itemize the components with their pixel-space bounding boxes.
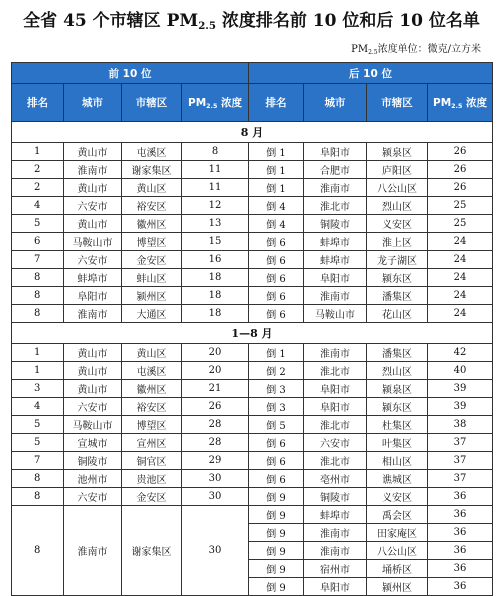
bottom10-rank-cell: 倒 6 xyxy=(249,434,304,452)
bottom10-rank-cell: 倒 3 xyxy=(249,398,304,416)
bottom10-city-cell: 蚌埠市 xyxy=(304,233,367,251)
col-header-district: 市辖区 xyxy=(367,84,428,122)
top10-city-cell: 马鞍山市 xyxy=(64,416,122,434)
table-row xyxy=(12,416,493,434)
bottom10-pm25-cell: 36 xyxy=(428,506,493,524)
top10-rank-cell: 7 xyxy=(12,452,64,470)
bottom10-pm25-cell: 39 xyxy=(428,380,493,398)
top10-rank-cell: 8 xyxy=(12,269,64,287)
top10-city-cell: 池州市 xyxy=(64,470,122,488)
bottom10-pm25-cell: 24 xyxy=(428,251,493,269)
bottom10-district-cell: 颍东区 xyxy=(367,269,428,287)
top10-pm25-cell: 12 xyxy=(182,197,249,215)
bottom10-city-cell: 阜阳市 xyxy=(304,380,367,398)
bottom10-rank-cell: 倒 9 xyxy=(249,560,304,578)
bottom10-city-cell: 淮南市 xyxy=(304,524,367,542)
top10-pm25-cell: 11 xyxy=(182,161,249,179)
top10-district-cell: 金安区 xyxy=(122,488,182,506)
bottom10-city-cell: 阜阳市 xyxy=(304,578,367,596)
table-row xyxy=(12,233,493,251)
top10-district-cell: 蚌山区 xyxy=(122,269,182,287)
bottom10-rank-cell: 倒 9 xyxy=(249,578,304,596)
top10-pm25-cell: 15 xyxy=(182,233,249,251)
bottom10-district-cell: 八公山区 xyxy=(367,542,428,560)
top10-district-cell: 屯溪区 xyxy=(122,362,182,380)
bottom10-city-cell: 阜阳市 xyxy=(304,143,367,161)
group-header-bottom10: 后 10 位 xyxy=(249,63,493,84)
bottom10-district-cell: 禹会区 xyxy=(367,506,428,524)
top10-pm25-cell: 13 xyxy=(182,215,249,233)
bottom10-city-cell: 六安市 xyxy=(304,434,367,452)
section-label: 1—8 月 xyxy=(12,323,493,344)
bottom10-rank-cell: 倒 6 xyxy=(249,251,304,269)
top10-district-cell: 大通区 xyxy=(122,305,182,323)
table-row xyxy=(12,434,493,452)
bottom10-city-cell: 亳州市 xyxy=(304,470,367,488)
bottom10-district-cell: 烈山区 xyxy=(367,362,428,380)
top10-pm25-cell: 8 xyxy=(182,143,249,161)
bottom10-city-cell: 阜阳市 xyxy=(304,269,367,287)
bottom10-city-cell: 铜陵市 xyxy=(304,215,367,233)
top10-city-cell: 黄山市 xyxy=(64,380,122,398)
top10-city-cell: 宣城市 xyxy=(64,434,122,452)
bottom10-city-cell: 蚌埠市 xyxy=(304,251,367,269)
bottom10-city-cell: 淮北市 xyxy=(304,452,367,470)
unit-note: $PM_{2.5}$浓度单位：微克/立方米 xyxy=(351,44,481,56)
top10-pm25-cell: 20 xyxy=(182,344,249,362)
top10-city-cell: 淮南市 xyxy=(64,305,122,323)
bottom10-rank-cell: 倒 5 xyxy=(249,416,304,434)
table-row xyxy=(12,215,493,233)
top10-city-cell: 黄山市 xyxy=(64,143,122,161)
top10-city-cell: 黄山市 xyxy=(64,215,122,233)
top10-pm25-cell: 28 xyxy=(182,434,249,452)
bottom10-city-cell: 淮北市 xyxy=(304,362,367,380)
top10-pm25-cell: 28 xyxy=(182,416,249,434)
top10-city-cell: 六安市 xyxy=(64,251,122,269)
bottom10-pm25-cell: 36 xyxy=(428,488,493,506)
bottom10-rank-cell: 倒 6 xyxy=(249,470,304,488)
col-header-rank: 排名 xyxy=(12,84,64,122)
table-row xyxy=(12,161,493,179)
bottom10-rank-cell: 倒 6 xyxy=(249,287,304,305)
top10-rank-cell: 6 xyxy=(12,233,64,251)
top10-district-cell: 裕安区 xyxy=(122,398,182,416)
bottom10-rank-cell: 倒 9 xyxy=(249,542,304,560)
top10-rank-cell: 5 xyxy=(12,416,64,434)
bottom10-city-cell: 淮北市 xyxy=(304,416,367,434)
bottom10-city-cell: 淮南市 xyxy=(304,542,367,560)
bottom10-pm25-cell: 39 xyxy=(428,398,493,416)
bottom10-pm25-cell: 36 xyxy=(428,524,493,542)
bottom10-pm25-cell: 25 xyxy=(428,197,493,215)
top10-pm25-cell: 16 xyxy=(182,251,249,269)
top10-city-cell: 淮南市 xyxy=(64,506,122,596)
top10-rank-cell: 8 xyxy=(12,470,64,488)
bottom10-district-cell: 庐阳区 xyxy=(367,161,428,179)
table-row xyxy=(12,251,493,269)
top10-pm25-cell: 30 xyxy=(182,506,249,596)
top10-pm25-cell: 18 xyxy=(182,305,249,323)
bottom10-pm25-cell: 37 xyxy=(428,434,493,452)
bottom10-city-cell: 淮南市 xyxy=(304,344,367,362)
ranking-table xyxy=(11,62,493,596)
top10-rank-cell: 8 xyxy=(12,488,64,506)
section-label: 8 月 xyxy=(12,122,493,143)
top10-city-cell: 六安市 xyxy=(64,197,122,215)
table-row xyxy=(12,179,493,197)
top10-city-cell: 马鞍山市 xyxy=(64,233,122,251)
top10-district-cell: 谢家集区 xyxy=(122,506,182,596)
top10-district-cell: 铜官区 xyxy=(122,452,182,470)
top10-pm25-cell: 18 xyxy=(182,269,249,287)
bottom10-district-cell: 颍泉区 xyxy=(367,143,428,161)
bottom10-rank-cell: 倒 4 xyxy=(249,215,304,233)
bottom10-district-cell: 相山区 xyxy=(367,452,428,470)
bottom10-pm25-cell: 25 xyxy=(428,215,493,233)
section-header-row xyxy=(12,323,493,344)
top10-district-cell: 徽州区 xyxy=(122,215,182,233)
bottom10-district-cell: 颍州区 xyxy=(367,578,428,596)
bottom10-district-cell: 颍东区 xyxy=(367,398,428,416)
bottom10-rank-cell: 倒 2 xyxy=(249,362,304,380)
col-header-pm25: $PM_{2.5}$ 浓度 xyxy=(182,84,249,122)
top10-district-cell: 博望区 xyxy=(122,416,182,434)
bottom10-rank-cell: 倒 4 xyxy=(249,197,304,215)
top10-rank-cell: 8 xyxy=(12,305,64,323)
table-body xyxy=(12,122,493,596)
bottom10-city-cell: 马鞍山市 xyxy=(304,305,367,323)
table-row xyxy=(12,305,493,323)
top10-pm25-cell: 11 xyxy=(182,179,249,197)
top10-rank-cell: 1 xyxy=(12,143,64,161)
bottom10-district-cell: 杜集区 xyxy=(367,416,428,434)
top10-rank-cell: 2 xyxy=(12,179,64,197)
bottom10-district-cell: 颍泉区 xyxy=(367,380,428,398)
top10-rank-cell: 1 xyxy=(12,344,64,362)
top10-rank-cell: 3 xyxy=(12,380,64,398)
top10-rank-cell: 2 xyxy=(12,161,64,179)
top10-city-cell: 黄山市 xyxy=(64,344,122,362)
top10-district-cell: 宣州区 xyxy=(122,434,182,452)
bottom10-city-cell: 宿州市 xyxy=(304,560,367,578)
bottom10-district-cell: 龙子湖区 xyxy=(367,251,428,269)
section-header-row xyxy=(12,122,493,143)
col-header-pm25: $PM_{2.5}$ 浓度 xyxy=(428,84,493,122)
bottom10-rank-cell: 倒 6 xyxy=(249,233,304,251)
top10-district-cell: 贵池区 xyxy=(122,470,182,488)
top10-pm25-cell: 21 xyxy=(182,380,249,398)
bottom10-rank-cell: 倒 9 xyxy=(249,488,304,506)
top10-district-cell: 谢家集区 xyxy=(122,161,182,179)
top10-rank-cell: 5 xyxy=(12,434,64,452)
bottom10-district-cell: 埇桥区 xyxy=(367,560,428,578)
table-row xyxy=(12,269,493,287)
col-header-rank: 排名 xyxy=(249,84,304,122)
bottom10-rank-cell: 倒 6 xyxy=(249,452,304,470)
table-row xyxy=(12,470,493,488)
page-title: 全省 45 个市辖区 $PM_{2.5}$ 浓度排名前 10 位和后 10 位名单 xyxy=(23,11,480,32)
bottom10-district-cell: 叶集区 xyxy=(367,434,428,452)
table-row xyxy=(12,362,493,380)
top10-city-cell: 六安市 xyxy=(64,398,122,416)
bottom10-city-cell: 淮北市 xyxy=(304,197,367,215)
table-row xyxy=(12,287,493,305)
top10-city-cell: 六安市 xyxy=(64,488,122,506)
col-header-city: 城市 xyxy=(304,84,367,122)
top10-rank-cell: 1 xyxy=(12,362,64,380)
bottom10-pm25-cell: 36 xyxy=(428,560,493,578)
bottom10-district-cell: 潘集区 xyxy=(367,344,428,362)
top10-rank-cell: 7 xyxy=(12,251,64,269)
bottom10-rank-cell: 倒 9 xyxy=(249,524,304,542)
table-row xyxy=(12,488,493,506)
top10-city-cell: 黄山市 xyxy=(64,179,122,197)
top10-city-cell: 铜陵市 xyxy=(64,452,122,470)
top10-district-cell: 博望区 xyxy=(122,233,182,251)
bottom10-district-cell: 潘集区 xyxy=(367,287,428,305)
top10-district-cell: 金安区 xyxy=(122,251,182,269)
table-row xyxy=(12,143,493,161)
top10-rank-cell: 5 xyxy=(12,215,64,233)
bottom10-district-cell: 谯城区 xyxy=(367,470,428,488)
bottom10-pm25-cell: 37 xyxy=(428,452,493,470)
bottom10-city-cell: 阜阳市 xyxy=(304,398,367,416)
top10-city-cell: 阜阳市 xyxy=(64,287,122,305)
bottom10-pm25-cell: 24 xyxy=(428,305,493,323)
bottom10-district-cell: 义安区 xyxy=(367,488,428,506)
bottom10-pm25-cell: 26 xyxy=(428,179,493,197)
bottom10-district-cell: 田家庵区 xyxy=(367,524,428,542)
bottom10-rank-cell: 倒 1 xyxy=(249,344,304,362)
bottom10-rank-cell: 倒 1 xyxy=(249,143,304,161)
bottom10-district-cell: 义安区 xyxy=(367,215,428,233)
bottom10-rank-cell: 倒 1 xyxy=(249,161,304,179)
bottom10-pm25-cell: 26 xyxy=(428,143,493,161)
col-header-city: 城市 xyxy=(64,84,122,122)
top10-district-cell: 徽州区 xyxy=(122,380,182,398)
top10-pm25-cell: 29 xyxy=(182,452,249,470)
bottom10-rank-cell: 倒 1 xyxy=(249,179,304,197)
top10-city-cell: 蚌埠市 xyxy=(64,269,122,287)
top10-pm25-cell: 20 xyxy=(182,362,249,380)
top10-rank-cell: 8 xyxy=(12,287,64,305)
bottom10-city-cell: 淮南市 xyxy=(304,179,367,197)
table-row xyxy=(12,398,493,416)
bottom10-city-cell: 铜陵市 xyxy=(304,488,367,506)
bottom10-pm25-cell: 36 xyxy=(428,578,493,596)
top10-pm25-cell: 30 xyxy=(182,470,249,488)
bottom10-pm25-cell: 26 xyxy=(428,161,493,179)
table-row xyxy=(12,380,493,398)
top10-district-cell: 颍州区 xyxy=(122,287,182,305)
group-header-top10: 前 10 位 xyxy=(12,63,249,84)
bottom10-pm25-cell: 38 xyxy=(428,416,493,434)
bottom10-city-cell: 淮南市 xyxy=(304,287,367,305)
top10-city-cell: 淮南市 xyxy=(64,161,122,179)
top10-city-cell: 黄山市 xyxy=(64,362,122,380)
bottom10-pm25-cell: 40 xyxy=(428,362,493,380)
bottom10-pm25-cell: 24 xyxy=(428,287,493,305)
bottom10-district-cell: 花山区 xyxy=(367,305,428,323)
bottom10-district-cell: 淮上区 xyxy=(367,233,428,251)
table-row xyxy=(12,344,493,362)
top10-district-cell: 裕安区 xyxy=(122,197,182,215)
table-row xyxy=(12,197,493,215)
bottom10-rank-cell: 倒 6 xyxy=(249,269,304,287)
top10-district-cell: 黄山区 xyxy=(122,179,182,197)
top10-pm25-cell: 18 xyxy=(182,287,249,305)
top10-rank-cell: 4 xyxy=(12,197,64,215)
bottom10-district-cell: 八公山区 xyxy=(367,179,428,197)
bottom10-pm25-cell: 24 xyxy=(428,269,493,287)
bottom10-pm25-cell: 42 xyxy=(428,344,493,362)
bottom10-rank-cell: 倒 6 xyxy=(249,305,304,323)
bottom10-district-cell: 烈山区 xyxy=(367,197,428,215)
top10-district-cell: 屯溪区 xyxy=(122,143,182,161)
col-header-district: 市辖区 xyxy=(122,84,182,122)
top10-rank-cell: 8 xyxy=(12,506,64,596)
bottom10-pm25-cell: 37 xyxy=(428,470,493,488)
top10-district-cell: 黄山区 xyxy=(122,344,182,362)
bottom10-pm25-cell: 24 xyxy=(428,233,493,251)
top10-pm25-cell: 30 xyxy=(182,488,249,506)
table-row xyxy=(12,452,493,470)
bottom10-city-cell: 蚌埠市 xyxy=(304,506,367,524)
bottom10-pm25-cell: 36 xyxy=(428,542,493,560)
table-row xyxy=(12,506,493,524)
bottom10-rank-cell: 倒 3 xyxy=(249,380,304,398)
top10-pm25-cell: 26 xyxy=(182,398,249,416)
top10-rank-cell: 4 xyxy=(12,398,64,416)
bottom10-city-cell: 合肥市 xyxy=(304,161,367,179)
bottom10-rank-cell: 倒 9 xyxy=(249,506,304,524)
